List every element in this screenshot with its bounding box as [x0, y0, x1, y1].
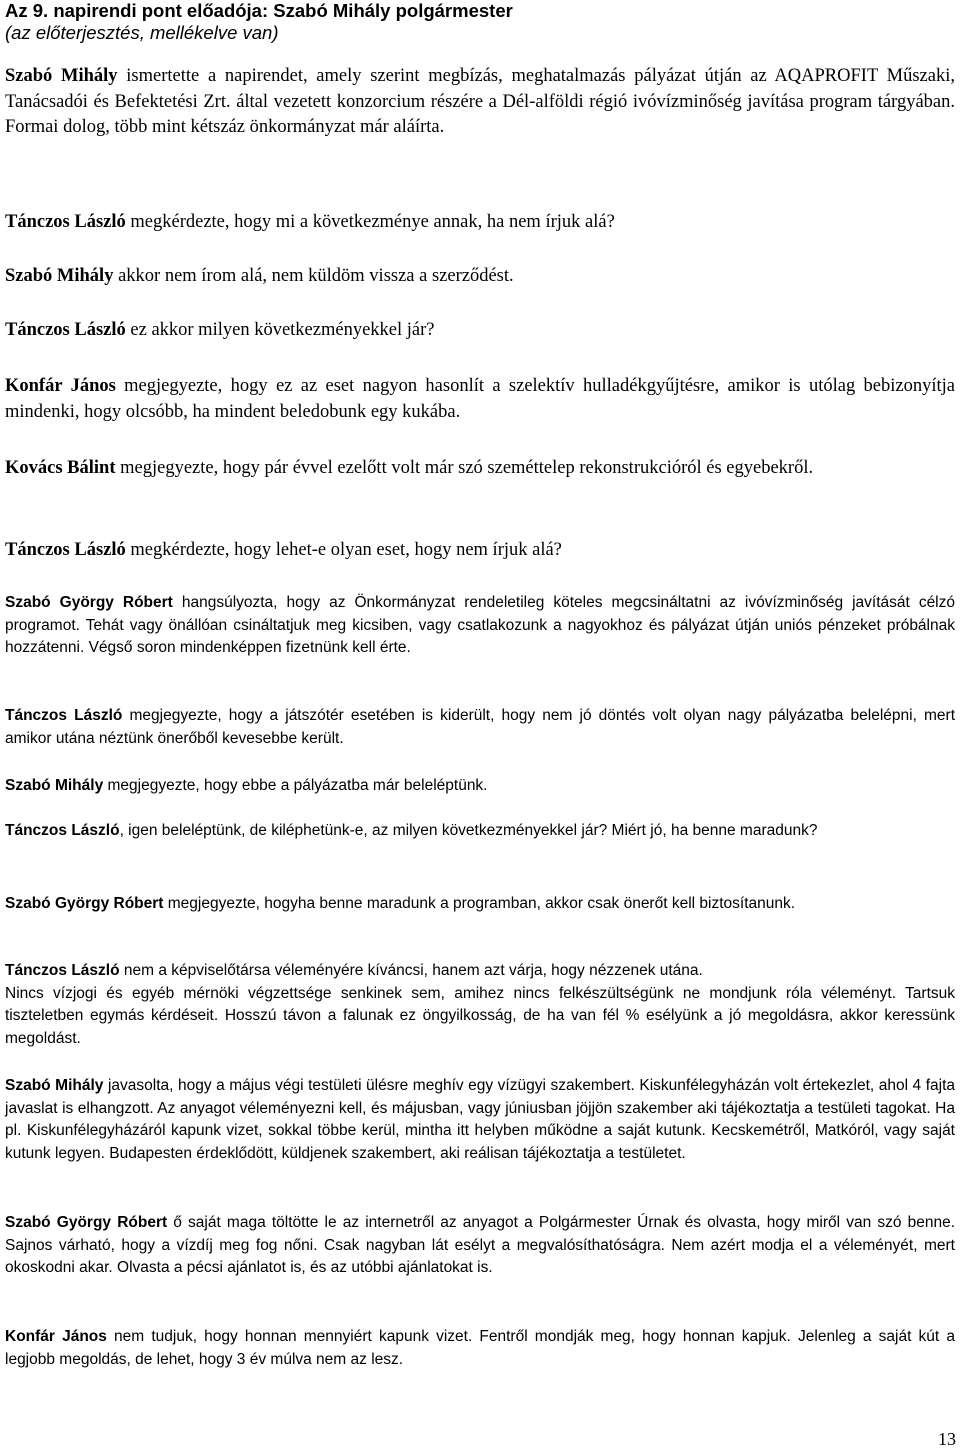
- statement-text: ő saját maga töltötte le az internetről az anyagot a Polgármester Úrnak és olvasta, hogy miről van szó benne. Sajnos várható, hogy a vízdíj meg fog nőni. Csak nagyban lát esélyt a megvalósíthatóságra. Nem azért modja el a véleményét, mert okoskodni akar. Olvasta a pécsi ajánlatot is, és az utóbbi ajánlatokat is.: [5, 1214, 956, 1276]
- statement-text: megjegyezte, hogy pár évvel ezelőtt volt már szó szeméttelep rekonstrukcióról és egyebekről.: [115, 458, 814, 478]
- agenda-heading: [5, 0, 955, 44]
- minutes-paragraph: [5, 820, 955, 843]
- minutes-paragraph: [5, 775, 955, 798]
- speaker-name: Szabó Mihály: [5, 1077, 104, 1094]
- minutes-paragraph: [5, 64, 955, 141]
- statement-text: megjegyezte, hogyha benne maradunk a programban, akkor csak önerőt kell biztosítanunk.: [163, 895, 796, 912]
- speaker-name: Tánczos László: [5, 707, 123, 724]
- speaker-name: Tánczos László: [5, 822, 120, 839]
- statement-text: nem a képviselőtársa véleményére kíváncsi, hanem azt várja, hogy nézzenek utána.: [119, 962, 703, 979]
- statement-text: hangsúlyozta, hogy az Önkormányzat rendeletileg köteles megcsináltatni az ivóvízminőség javítását célzó programot. Tehát vagy önállóan csináltatjuk meg kicsiben, vagy csatlakozunk a nagyokhoz és pályázat útján uniós pénzeket próbálnak hozzátenni. Végső soron mindenképpen fizetnünk kell érte.: [5, 594, 955, 656]
- minutes-paragraph: [5, 538, 955, 564]
- minutes-paragraph: [5, 210, 955, 236]
- statement-text: ez akkor milyen következményekkel jár?: [125, 320, 435, 340]
- page-number: 13: [938, 1429, 956, 1449]
- statement-continuation: Nincs vízjogi és egyéb mérnöki végzettsége senkinek sem, amihez nincs felkészültségünk ne mondjunk róla véleményt. Tartsuk tiszteletben egymás kérdéseit. Hosszú távon a falunak ez öngyilkosság, de ha van fél % esélyünk a jó megoldásra, akkor keressünk megoldást.: [5, 984, 955, 1047]
- minutes-paragraph: [5, 960, 955, 1050]
- speaker-name: Tánczos László: [5, 962, 120, 979]
- agenda-title: Az 9. napirendi pont előadója: Szabó Mihály polgármester: [5, 0, 513, 21]
- speaker-name: Szabó György Róbert: [5, 895, 164, 912]
- speaker-name: Tánczos László: [5, 320, 126, 340]
- minutes-paragraph: [5, 705, 955, 750]
- statement-text: akkor nem írom alá, nem küldöm vissza a szerződést.: [113, 266, 514, 286]
- statement-text: megkérdezte, hogy mi a következménye annak, ha nem írjuk alá?: [125, 212, 615, 232]
- statement-text: , igen beleléptünk, de kiléphetünk-e, az milyen következményekkel jár? Miért jó, ha benne maradunk?: [119, 822, 818, 839]
- statement-text: nem tudjuk, hogy honnan mennyiért kapunk vizet. Fentről mondják meg, hogy honnan kapjuk. Jelenleg a saját kút a legjobb megoldás, de lehet, hogy 3 év múlva nem az lesz.: [5, 1328, 955, 1368]
- speaker-name: Kovács Bálint: [5, 458, 116, 478]
- statement-text: javasolta, hogy a május végi testületi ülésre meghív egy vízügyi szakembert. Kiskunfélegyházán volt értekezlet, ahol 4 fajta javaslat is elhangzott. Az anyagot véleményezni kell, és májusban, vagy júniusban jöjjön szakember aki tájékoztatja a testületi tagokat. Ha pl. Kiskunfélegyházáról kapunk vizet, sokkal többe kerül, mintha itt helyben működne a saját kutunk. Kecskemétről, Matkóról, vagy saját kutunk legyen. Budapesten érdeklődött, küldjenek szakembert, aki reálisan tájékoztatja a testületet.: [5, 1077, 956, 1162]
- minutes-paragraph: [5, 318, 955, 344]
- minutes-paragraph: [5, 1326, 955, 1371]
- speaker-name: Tánczos László: [5, 212, 126, 232]
- agenda-subtitle: (az előterjesztés, mellékelve van): [5, 22, 279, 43]
- speaker-name: Szabó Mihály: [5, 66, 118, 86]
- speaker-name: Szabó György Róbert: [5, 594, 173, 611]
- minutes-paragraph: [5, 1212, 955, 1280]
- statement-text: ismertette a napirendet, amely szerint megbízás, meghatalmazás pályázat útján az AQAPROFIT Műszaki, Tanácsadói és Befektetési Zrt. által vezetett konzorcium részére a Dél-alföldi régió ivóvízminőség javítása program tárgyában. Formai dolog, több mint kétszáz önkormányzat már aláírta.: [5, 66, 955, 137]
- minutes-paragraph: [5, 1075, 955, 1165]
- minutes-paragraph: [5, 264, 955, 290]
- minutes-paragraph: [5, 374, 955, 425]
- statement-text: megjegyezte, hogy ebbe a pályázatba már beleléptünk.: [103, 777, 488, 794]
- minutes-paragraph: [5, 456, 955, 482]
- statement-text: megkérdezte, hogy lehet-e olyan eset, hogy nem írjuk alá?: [125, 540, 562, 560]
- speaker-name: Szabó Mihály: [5, 266, 114, 286]
- speaker-name: Szabó György Róbert: [5, 1214, 168, 1231]
- statement-text: megjegyezte, hogy ez az eset nagyon hasonlít a szelektív hulladékgyűjtésre, amikor is utólag bebizonyítja mindenki, hogy olcsóbb, ha mindent beledobunk egy kukába.: [5, 376, 955, 422]
- statement-text: megjegyezte, hogy a játszótér esetében is kiderült, hogy nem jó döntés volt olyan nagy pályázatba belelépni, mert amikor utána néztünk önerőből kevesebbe került.: [5, 707, 956, 747]
- speaker-name: Konfár János: [5, 376, 116, 396]
- minutes-paragraph: [5, 893, 955, 916]
- speaker-name: Szabó Mihály: [5, 777, 104, 794]
- speaker-name: Konfár János: [5, 1328, 107, 1345]
- minutes-paragraph: [5, 592, 955, 660]
- speaker-name: Tánczos László: [5, 540, 126, 560]
